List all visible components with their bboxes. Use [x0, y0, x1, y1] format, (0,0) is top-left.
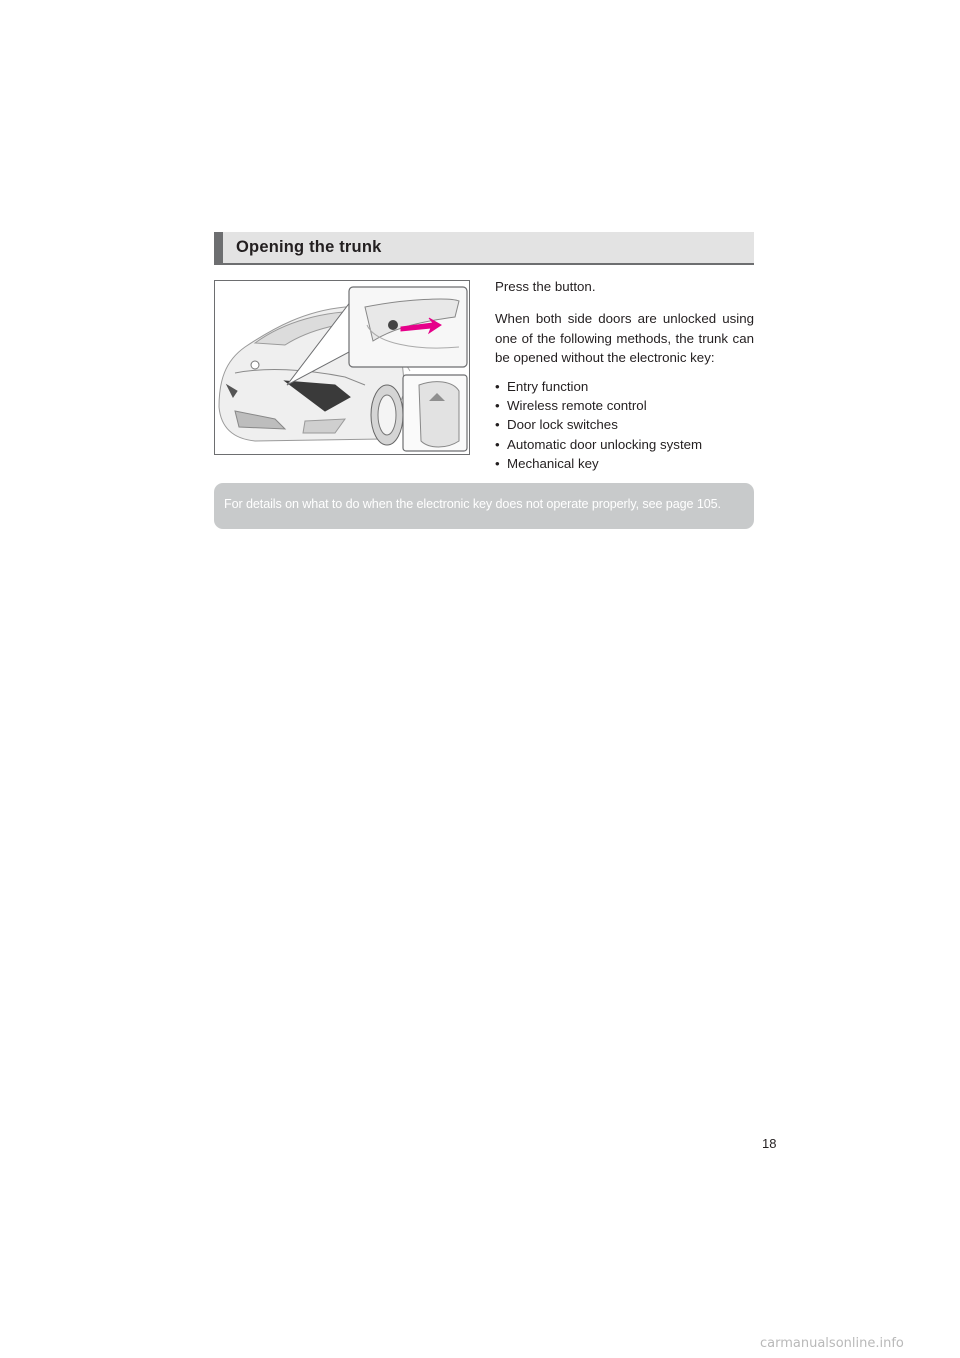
bullet-icon: • — [495, 417, 500, 433]
bullet-icon: • — [495, 398, 500, 414]
description-text: When both side doors are unlocked using one of the following methods, the trunk can be opened without the electronic key: — [495, 311, 754, 366]
bullet-icon: • — [495, 436, 500, 452]
method-list — [495, 377, 754, 474]
page-number: 18 — [762, 1136, 777, 1151]
section-title: Opening the trunk — [236, 238, 382, 256]
bullet-icon: • — [495, 378, 500, 394]
instruction-text: Press the button. — [495, 279, 596, 294]
note-box — [214, 483, 754, 529]
list-item: • Wireless remote control — [495, 396, 754, 415]
note-text: For details on what to do when the electronic key does not operate properly, see page 105. — [224, 497, 721, 511]
bullet-icon: • — [495, 456, 500, 472]
trunk-illustration — [214, 280, 470, 455]
body-text — [495, 277, 754, 474]
watermark-link[interactable]: carmanualsonline.info — [760, 1336, 904, 1351]
list-item: • Entry function — [495, 377, 754, 396]
section-header — [214, 232, 754, 265]
list-item: • Door lock switches — [495, 415, 754, 434]
list-item: • Automatic door unlocking system — [495, 435, 754, 454]
key-inset — [403, 375, 467, 451]
list-item: • Mechanical key — [495, 454, 754, 473]
button-detail-inset — [349, 287, 467, 367]
